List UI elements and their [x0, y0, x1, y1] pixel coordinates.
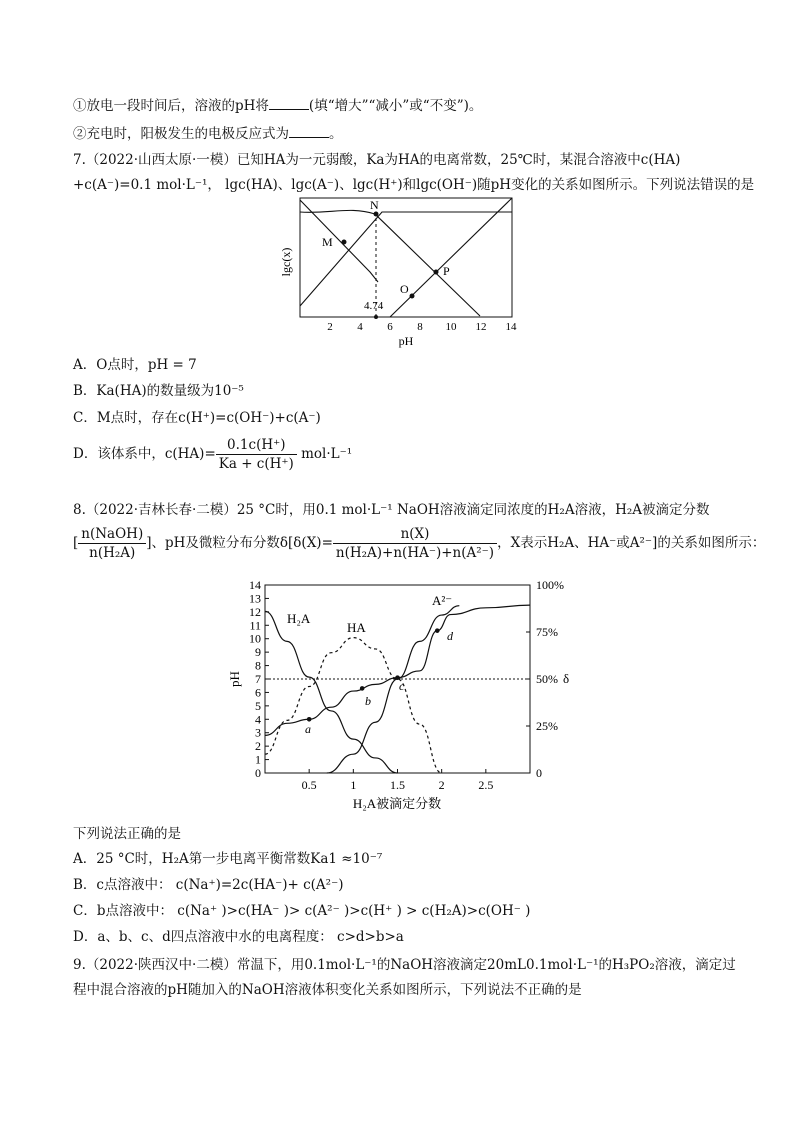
series-label-ha: HA	[347, 620, 366, 635]
series-label-h2a: H₂A	[287, 611, 311, 626]
y-tick-label: 12	[249, 604, 261, 619]
annotation-4-74: 4.74	[364, 300, 384, 312]
q8-fraction-delta: $\frac{n(X)}{\text{n(H₂A)+n(HA⁻)+n(A²⁻)}}$	[333, 525, 497, 562]
y-tick-label: 7	[255, 672, 261, 686]
y-tick-label: 8	[255, 658, 261, 673]
q9-stem-2: 程中混合溶液的pH随加入的NaOH溶液体积变化关系如图所示，下列说法不正确的是	[73, 982, 582, 998]
y-tick-label: 1	[255, 752, 261, 767]
point-o-label: O	[400, 282, 409, 296]
q7-stem-2: +c(A⁻)=0.1 mol·L⁻¹， lgc(HA)、lgc(A⁻)、lgc(H⁺)和lgc(OH⁻)随pH变化的关系如图所示。下列说法错误的是	[73, 177, 755, 193]
y-axis-label: pH	[227, 671, 242, 687]
point-p-label: P	[443, 264, 450, 278]
x-tick-label: 2	[438, 778, 445, 792]
y-tick-label: 5	[255, 698, 261, 713]
x-tick: 14	[505, 321, 517, 333]
q8-option-a[interactable]: A．25 °C时，H₂A第一步电离平衡常数Ka1 ≈10⁻⁷	[73, 851, 383, 867]
q8-option-d[interactable]: D．a、b、c、d四点溶液中水的电离程度： c>d>b>a	[73, 929, 404, 945]
y2-tick-label: 50%	[536, 672, 558, 686]
y-tick-label: 2	[255, 739, 261, 754]
answer-blank[interactable]	[269, 95, 309, 110]
q8-stem-2: [ $\frac{\text{n(NaOH)}}{\text{n(H₂A)}}$ ]、pH及微粒分布分数δ[δ(X)= $\frac{n(X)}{\text{n(H₂A)+n(HA⁻)+n(A²⁻)}}$ ，X表示H₂A、HA⁻或A²⁻]的关系如图所示：	[73, 526, 766, 561]
y-tick-label: 0	[255, 766, 261, 780]
line-lgc-ha	[300, 210, 480, 316]
titration-point	[435, 628, 440, 633]
point-c-label: c	[399, 679, 405, 693]
q8-option-b[interactable]: B．c点溶液中： c(Na⁺)=2c(HA⁻)+ c(A²⁻)	[73, 877, 344, 893]
y-tick-label: 11	[249, 618, 261, 633]
point-a-label: a	[305, 722, 311, 736]
q7-option-c[interactable]: C．M点时，存在c(H⁺)=c(OH⁻)+c(A⁻)	[73, 410, 321, 426]
y2-tick-label: 100%	[536, 578, 564, 592]
q8-stem-1: 8.（2022·吉林长春·二模）25 °C时，用0.1 mol·L⁻¹ NaOH溶液滴定同浓度的H₂A溶液，H₂A被滴定分数	[73, 502, 710, 518]
q7-option-a[interactable]: A．O点时，pH = 7	[73, 357, 197, 373]
series-line-0	[265, 611, 398, 773]
q8-option-c[interactable]: C．b点溶液中： c(Na⁺ )>c(HA⁻ )> c(A²⁻ )>c(H⁺ ) > c(H₂A)>c(OH⁻ )	[73, 903, 531, 919]
x-axis-label: H₂A被滴定分数	[352, 796, 442, 811]
y-tick-label: 10	[249, 631, 261, 646]
chart-titration	[225, 575, 585, 815]
q6-line2: ②充电时，阳极发生的电极反应式为 。	[73, 123, 343, 144]
x-tick: 4	[357, 321, 363, 333]
x-tick-label: 2.5	[478, 778, 494, 792]
x-tick-label: 1	[350, 778, 357, 792]
chart-lgc-vs-ph	[270, 192, 530, 350]
x-tick: 2	[327, 321, 333, 333]
q7-option-b[interactable]: B．Ka(HA)的数量级为10⁻⁵	[73, 383, 244, 399]
q7d-fraction: $\frac{0.1c(H^+)}{Ka + c(H^+)}$	[216, 436, 297, 473]
x-tick: 6	[387, 321, 393, 333]
y2-axis-label: δ	[563, 671, 570, 686]
q8-prompt: 下列说法正确的是	[73, 826, 181, 842]
point-m-label: M	[322, 235, 333, 249]
titration-point	[360, 686, 365, 691]
x-axis-label: pH	[398, 334, 414, 348]
series-line-1	[265, 638, 442, 773]
point-b-label: b	[365, 694, 371, 708]
y-tick-label: 9	[255, 645, 261, 660]
q8-fraction-titration: $\frac{\text{n(NaOH)}}{\text{n(H₂A)}}$	[78, 525, 146, 562]
answer-blank[interactable]	[289, 123, 329, 138]
y2-tick-label: 0	[536, 766, 542, 780]
y2-tick-label: 25%	[536, 719, 558, 733]
x-tick: 8	[417, 321, 423, 333]
y-tick-label: 4	[255, 712, 261, 727]
x-tick: 12	[475, 321, 487, 333]
y-axis-label: lgc(x)	[279, 247, 293, 277]
line-lgc-oh	[390, 198, 512, 317]
point-n-label: N	[370, 198, 379, 212]
x-tick-label: 1.5	[390, 778, 405, 792]
q7-option-d[interactable]: D．该体系中，c(HA)= $\frac{0.1c(H^+)}{Ka + c(H^+)}$ mol·L⁻¹	[73, 437, 353, 472]
y-tick-label: 3	[255, 725, 261, 740]
y-tick-label: 13	[249, 591, 261, 606]
q9-stem-1: 9.（2022·陕西汉中·二模）常温下，用0.1mol·L⁻¹的NaOH溶液滴定20mL0.1mol·L⁻¹的H₃PO₂溶液，滴定过	[73, 957, 736, 973]
point-d-label: d	[447, 629, 453, 643]
q7-stem-1: 7.（2022·山西太原·一模）已知HA为一元弱酸，Ka为HA的电离常数，25℃时，某混合溶液中c(HA)	[73, 152, 681, 168]
q6-line1: ①放电一段时间后，溶液的pH将 (填“增大”“减小”或“不变”)。	[73, 95, 482, 116]
x-tick: 10	[445, 321, 457, 333]
series-label-a2: A²⁻	[432, 593, 453, 608]
y-tick-label: 6	[255, 685, 261, 700]
x-tick-label: 0.5	[301, 778, 317, 792]
titration-point	[307, 717, 312, 722]
y-tick-label: 14	[249, 578, 261, 592]
y2-tick-label: 75%	[536, 625, 558, 639]
